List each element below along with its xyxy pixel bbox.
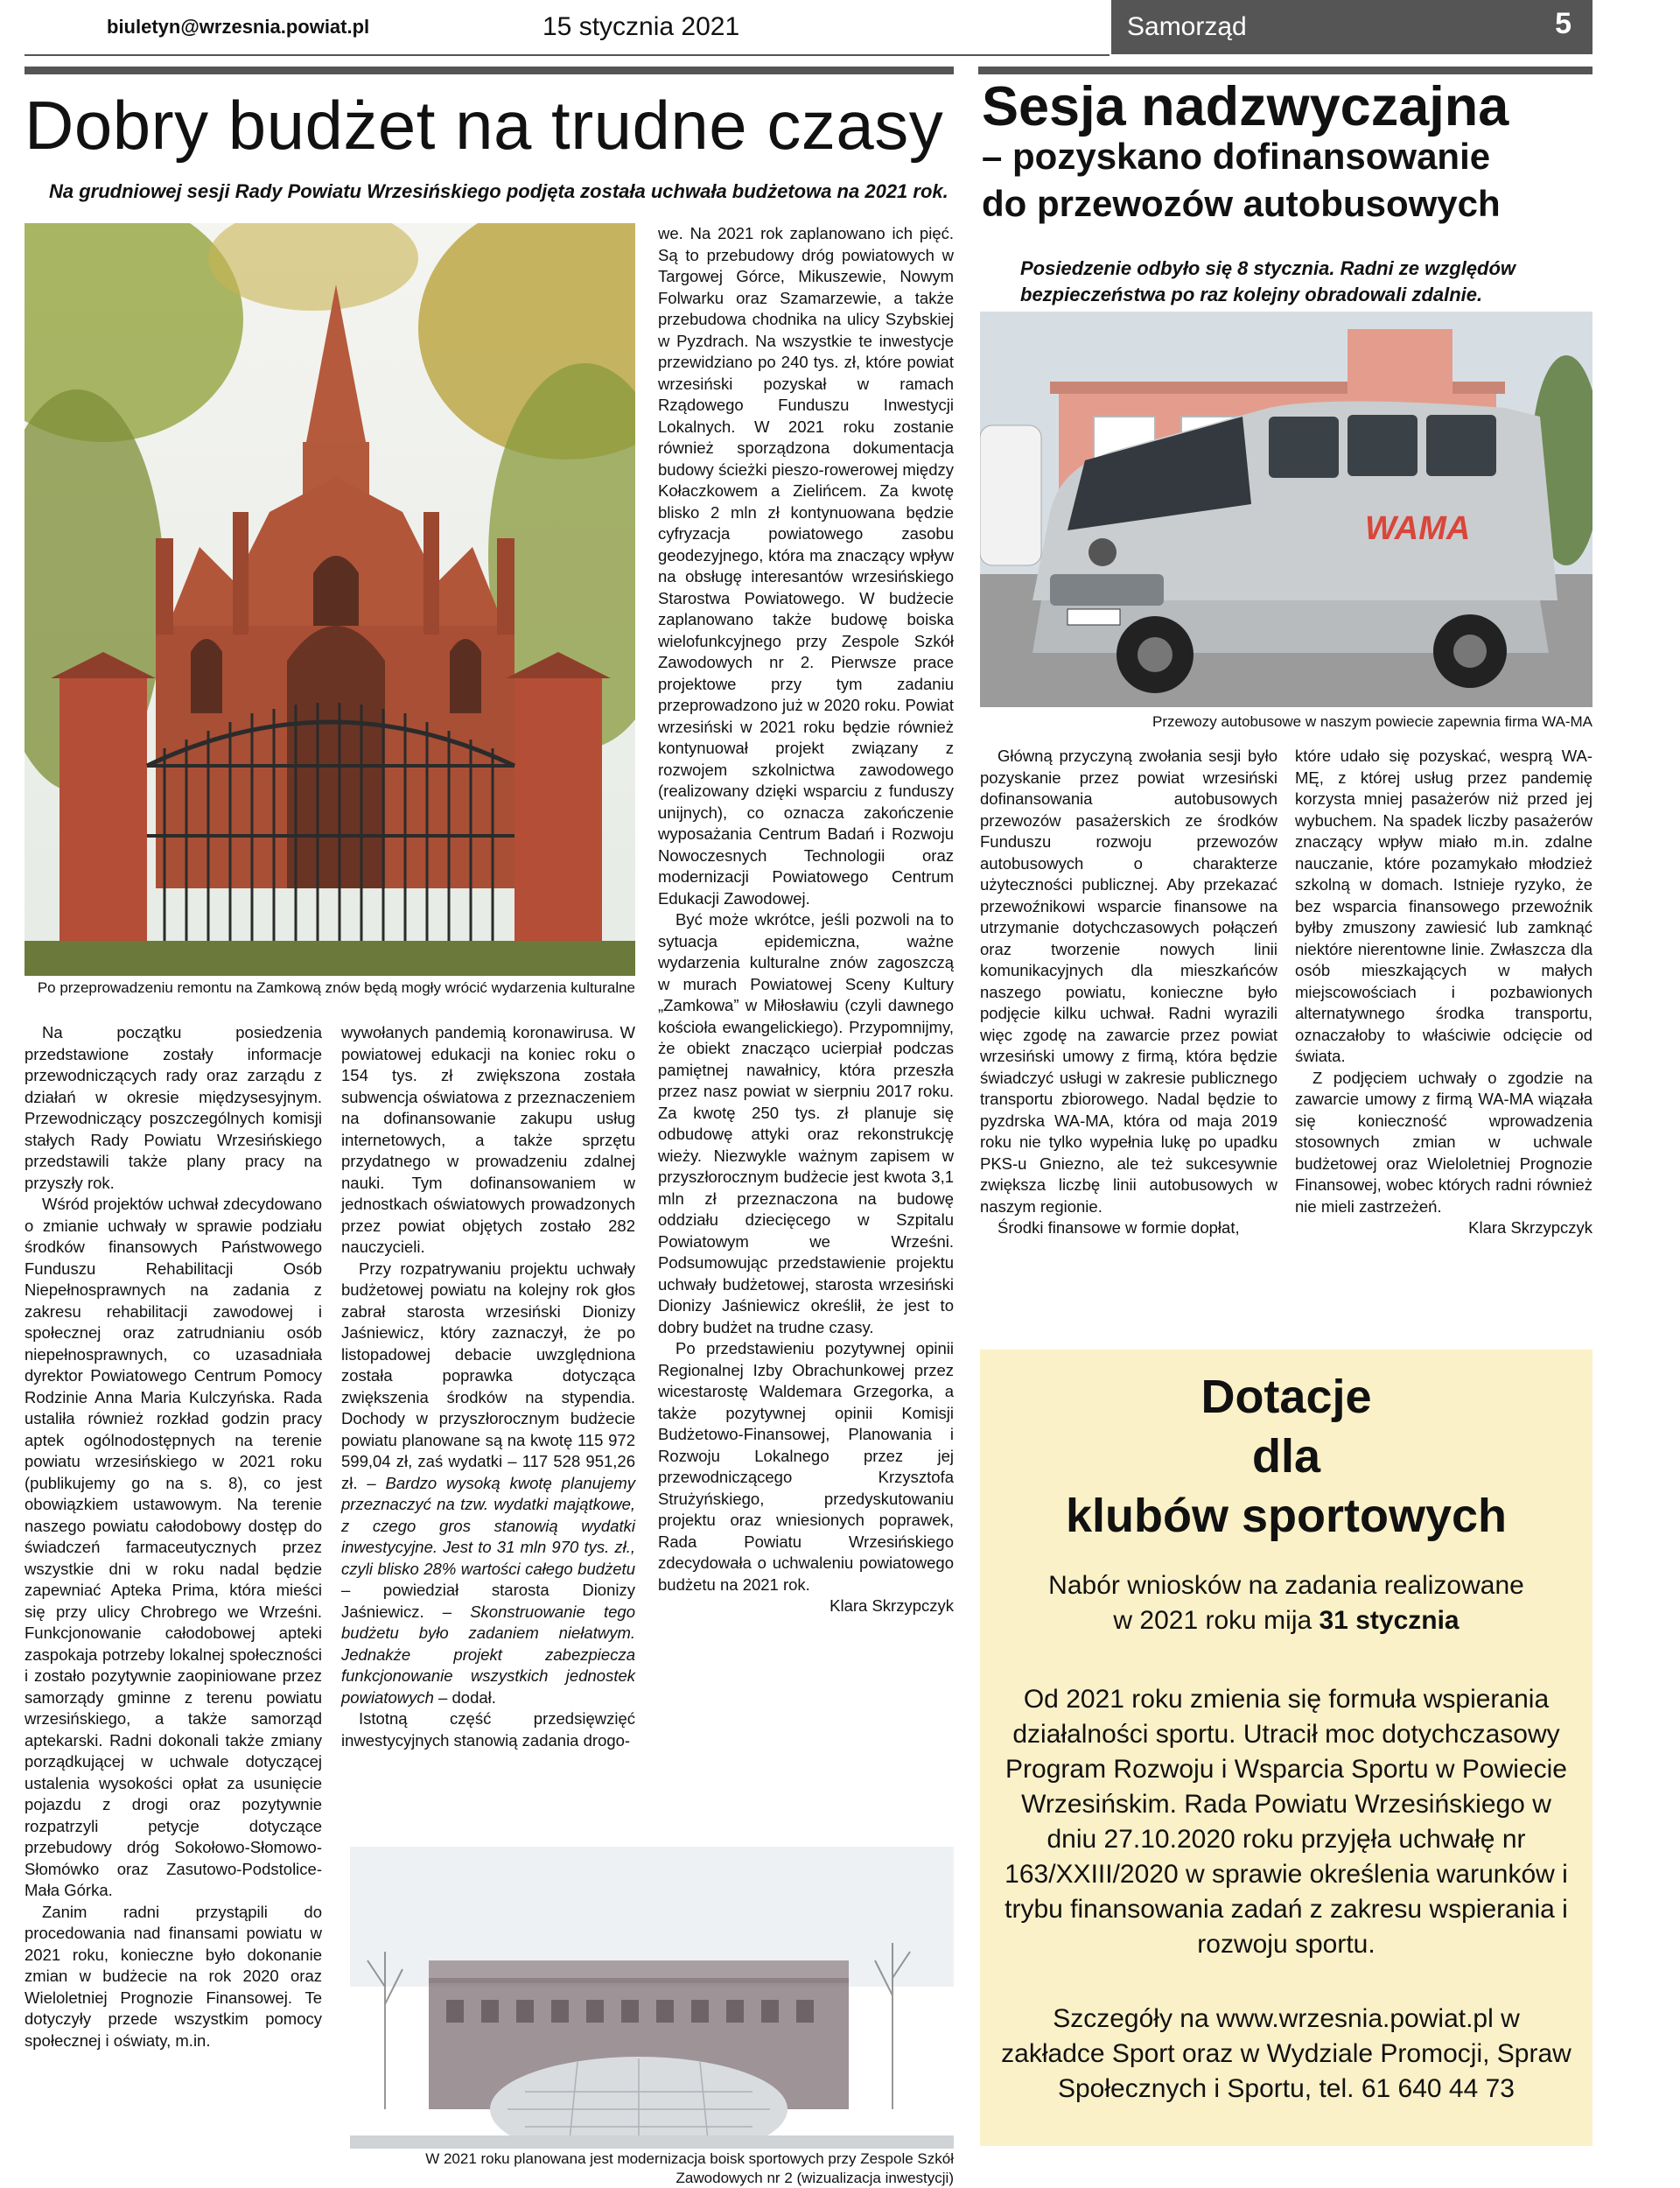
header-date: 15 stycznia 2021	[542, 12, 740, 41]
header-rule	[24, 54, 1110, 56]
header-section-bar	[1111, 0, 1592, 54]
paragraph: Zanim radni przystąpili do procedowania nad finansami powiatu w 2021 roku, konieczne było dokonanie zmian w budżecie na rok 2020 oraz Wieloletniej Prognozie Finansowej. Te dotyczyły przede wszystkim pomocy społecznej i oświaty, m.in.	[24, 1902, 322, 2050]
text-run: w 2021 roku mija	[1113, 1606, 1320, 1635]
paragraph: Na początku posiedzenia przedstawione zostały informacje przewodniczących rady oraz zarządu z działań w okresie międzysesyjnym. Przewodniczący poszczególnych komisji stałych Rady Powiatu Wrzesińskiego przedstawili także plany pracy na przyszły rok.	[24, 1023, 322, 1192]
author-signature: Klara Skrzypczyk	[830, 1596, 954, 1615]
title-line: klubów sportowych	[1065, 1490, 1508, 1542]
paragraph: Wśród projektów uchwał zdecydowano o zmianie uchwały w sprawie podziału środków finansowych Państwowego Funduszu Rehabilitacji Osób Niepełnosprawnych na zadania z zakresu rehabilitacji zawodowej i społecznej oraz zatrudnianiu osób niepełnosprawnych, co uzasadniała dyrektor Powiatowego Centrum Pomocy Rodzinie Anna Maria Kulczyńska. Rada ustaliła również rozkład godzin pracy aptek ogólnodostępnych na terenie powiatu wrzesińskiego w 2021 roku (publikujemy go na s. 8), co jest obowiązkiem ustawowym. Na terenie naszego powiatu całodobowy dostęp do świadczeń farmaceutycznych przez wszystkie dni w roku nadal będzie zapewniać Apteka Prima, która mieści się przy ulicy Chrobrego we Wrześni. Funkcjonowanie całodobowej apteki zaspokaja potrzeby lokalnej społeczności i zostało pozytywnie zaopiniowane przez samorządy gminne z terenu powiatu wrzesińskiego, a także samorząd aptekarski. Radni dokonali także zmiany porządkującej w uchwale dotyczącej ustalenia wysokości opłat za usunięcie pojazdu z drogi oraz pozytywnie rozpatrzyli petycje dotyczące przebudowy dróg Sokołowo-Słomowo-Słomówko oraz Zasutowo-Podstolice-Mała Górka.	[24, 1195, 322, 1899]
paragraph: Z podjęciem uchwały o zgodzie na zawarcie umowy z firmą WA-MA wiązała się konieczność wprowadzenia stosownych zmian w uchwale budżetowej oraz Wieloletniej Prognozie Finansowej, wobec których radni również nie mieli zastrzeżeń.	[1295, 1068, 1592, 1216]
article2-title-line3: do przewozów autobusowych	[982, 183, 1501, 224]
text-run: Przy rozpatrywaniu projektu uchwały budżetowej powiatu na kolejny rok głos zabrał starosta wrzesiński Dionizy Jaśniewicz, który zaznaczył, że po listopadowej debacie uwzględniona została poprawka dotycząca zwiększenia środków na stypendia. Dochody w przyszłorocznym budżecie powiatu planowane są na kwotę 115 972 599,04 zł, zaś wydatki – 117 528 951,26 zł. –	[341, 1259, 635, 1492]
text-run: – dodał.	[433, 1687, 496, 1707]
article2-lead: Posiedzenie odbyło się 8 stycznia. Radni ze względów bezpieczeństwa po raz kolejny obradowali zdalnie.	[1020, 257, 1516, 305]
sports-field-visualization	[350, 1847, 954, 2149]
article1-column-1	[24, 1022, 322, 2051]
deadline-date: 31 stycznia	[1319, 1606, 1460, 1635]
article2-top-bar	[978, 67, 1592, 74]
title-line: dla	[1251, 1430, 1321, 1483]
article1-column-2	[341, 1022, 635, 1751]
deadline-line	[1015, 1603, 1558, 1638]
announcement-deadline	[1015, 1568, 1558, 1638]
announcement-title	[980, 1367, 1592, 1546]
quote-text: Skonstruowanie tego budżetu było zadaniem niełatwym. Jednakże projekt zabezpiecza funkcjonowanie wszystkich jednostek powiatowych	[341, 1602, 636, 1707]
article1-title: Dobry budżet na trudne czasy	[24, 87, 944, 164]
paragraph: Po przedstawieniu pozytywnej opinii Regionalnej Izby Obrachunkowej przez wicestarostę Waldemara Grzegorka, a także pozytywnej opinii Komisji Budżetowo-Finansowej, Planowania i Rozwoju Lokalnego przez jej przewodniczącego Krzysztofa Strużyńskiego, przedyskutowaniu projektu oraz wniesionych poprawek, Rada Powiatu Wrzesińskiego zdecydowała o uchwaleniu powiatowego budżetu na 2021 rok.	[658, 1339, 954, 1594]
author-signature: Klara Skrzypczyk	[1468, 1218, 1592, 1237]
text-run: – powiedział starosta Dionizy Jaśniewicz. –	[341, 1581, 635, 1621]
paragraph: Główną przyczyną zwołania sesji było pozyskanie przez powiat wrzesiński dofinansowania autobusowych przewozów pasażerskich ze środków Funduszu rozwoju przewozów autobusowych o charakterze użyteczności publicznej. Aby przekazać przewoźnikowi wsparcie finansowe na utrzymanie dotychczasowych połączeń oraz tworzenie nowych linii komunikacyjnych dla mieszkańców naszego powiatu, konieczne było podjęcie kilku uchwał. Radni wyrazili więc zgodę na zawarcie przez powiat wrzesiński umowy z firmą, która będzie świadczyć usługi w zakresie publicznego transportu zbiorowego. Nadal będzie to pyzdrska WA-MA, która od maja 2019 roku nie tylko wypełnia lukę po upadku PKS-u Gniezno, ale też sukcesywnie zwiększa liczbę linii autobusowych w naszym regionie.	[980, 747, 1278, 1216]
paragraph: Istotną część przedsięwzięć inwestycyjnych stanowią zadania drogo-	[341, 1709, 635, 1750]
article1-column-3	[658, 223, 954, 1617]
church-photo-caption: Po przeprowadzeniu remontu na Zamkową znów będą mogły wrócić wydarzenia kulturalne	[37, 979, 635, 996]
article1-top-bar	[24, 67, 954, 74]
announcement-body: Od 2021 roku zmienia się formuła wspierania działalności sportu. Utracił moc dotychczasowy Program Rozwoju i Wsparcia Sportu w Powiecie Wrzesińskim. Rada Powiatu Wrzesińskiego w dniu 27.10.2020 roku przyjęła uchwałę nr 163/XXIII/2020 w sprawie określenia warunków i trybu finansowania zadań z zakresu wspierania i rozwoju sportu.	[1004, 1685, 1568, 1959]
quote-text: Bardzo wysoką kwotę planujemy przeznaczyć na tzw. wydatki majątkowe, z czego gros stanowią wydatki inwestycyjne. Jest to 31 mln 970 tys. zł., czyli blisko 28% wartości całego budżetu	[341, 1473, 635, 1578]
sports-field-caption: W 2021 roku planowana jest modernizacja boisk sportowych przy Zespole Szkół Zawodowych nr 2 (wizualizacja inwestycji)	[425, 2150, 954, 2186]
section-label: Samorząd	[1127, 12, 1247, 41]
paragraph: wywołanych pandemią koronawirusa. W powiatowej edukacji na koniec roku o 154 tys. zł zwiększona została subwencja oświatowa z przeznaczeniem na dofinansowanie zakupu usług internetowych, a także sprzętu przydatnego w prowadzeniu zdalnej nauki. Tym dofinansowaniem w jednostkach oświatowych prowadzonych przez powiat objętych zostało 282 nauczycieli.	[341, 1023, 635, 1256]
article2-column-1	[980, 746, 1278, 1239]
page-number: 5	[1555, 7, 1572, 40]
paragraph: które udało się pozyskać, wesprą WA-MĘ, z której usług przez pandemię korzysta mniej pasażerów niż przed jej wybuchem. Na spadek liczby pasażerów znaczący wpływ miało m.in. zdalne nauczanie, które pozamykało młodzież szkolną w domach. Istnieje ryzyko, że bez wsparcia finansowego przewoźnik byłby zmuszony zawiesić lub zamknąć niektóre nierentowne linie. Zwłaszcza dla osób mieszkających w małych miejscowościach i pozbawionych alternatywnego środka transportu, oznaczałoby to właściwie odcięcie od świata.	[1295, 747, 1592, 1065]
sports-grants-announcement	[980, 1350, 1592, 2146]
paragraph: Być może wkrótce, jeśli pozwoli na to sytuacja epidemiczna, ważne wydarzenia kulturalne znów zagoszczą w murach Powiatowej Sceny Kultury „Zamkowa” w Miłosławiu (czyli dawnego kościoła ewangelickiego). Przypomnijmy, że obiekt znacząco ucierpiał podczas pamiętnej nawałnicy, która przeszła przez nasz powiat w sierpniu 2017 roku. Za kwotę 250 tys. zł planuje się odbudowę attyki oraz rekonstrukcję wieży. Niezwykle ważnym zapisem w przyszłorocznym budżecie jest kwota 3,1 mln zł przeznaczona na budowę oddziału dziecięcego w Szpitalu Powiatowym we Wrześni. Podsumowując przedstawienie projektu uchwały budżetowej, starosta wrzesiński Dionizy Jaśniewicz określił, że jest to dobry budżet na trudne czasy.	[658, 910, 954, 1336]
article2-title	[982, 76, 1594, 228]
announcement-contact: Szczegóły na www.wrzesnia.powiat.pl w zakładce Sport oraz w Wydziale Promocji, Spraw Społecznych i Sportu, tel. 61 640 44 73	[1001, 2004, 1572, 2103]
article1-lead: Na grudniowej sesji Rady Powiatu Wrzesińskiego podjęta została uchwała budżetowa na 2021 rok.	[49, 180, 948, 202]
paragraph: Środki finansowe w formie dopłat,	[998, 1218, 1240, 1237]
header-email: biuletyn@wrzesnia.powiat.pl	[107, 16, 370, 38]
bus-photo-caption: Przewozy autobusowe w naszym powiecie zapewnia firma WA-MA	[1152, 713, 1592, 730]
church-photo	[24, 223, 635, 976]
deadline-line: Nabór wniosków na zadania realizowane	[1048, 1571, 1524, 1600]
paragraph: we. Na 2021 rok zaplanowano ich pięć. Są to przebudowy dróg powiatowych w Targowej Górce, Mikuszewie, Nowym Folwarku oraz Szamarzewie, a także przebudowa chodnika na ulicy Szybskiej w Pyzdrach. Na wszystkie te inwestycje przewidziano po 240 tys. zł, które powiat wrzesiński pozyskał w ramach Rządowego Funduszu Inwestycji Lokalnych. W 2021 roku zostanie również sporządzona dokumentacja budowy ścieżki pieszo-rowerowej między Kołaczkowem a Zielińcem. Za kwotę blisko 2 mln zł kontynuowana będzie cyfryzacja powiatowego zasobu geodezyjnego, która ma znaczący wpływ na obsługę interesantów wrzesińskiego Starostwa Powiatowego. W budżecie zaplanowano także budowę boiska wielofunkcyjnego przy Zespole Szkół Zawodowych nr 2. Pierwsze prace projektowe przy tym zadaniu przeprowadzono już w 2020 roku. Powiat wrzesiński w 2021 roku będzie również kontynuował projekt związany z rozwojem szkolnictwa zawodowego (realizowany dzięki wsparciu z funduszy unijnych), co oznacza zakończenie wyposażania Centrum Badań i Rozwoju Nowoczesnych Technologii oraz modernizacji Powiatowego Centrum Edukacji Zawodowej.	[658, 224, 954, 908]
article2-title-line2: – pozyskano dofinansowanie	[982, 136, 1491, 177]
article2-column-2	[1295, 746, 1592, 1239]
bus-photo	[980, 312, 1592, 707]
title-line: Dotacje	[1200, 1371, 1372, 1423]
bus-logo: WAMA	[1365, 510, 1471, 547]
article2-title-line1: Sesja nadzwyczajna	[982, 76, 1509, 137]
paragraph-quote	[341, 1259, 635, 1709]
